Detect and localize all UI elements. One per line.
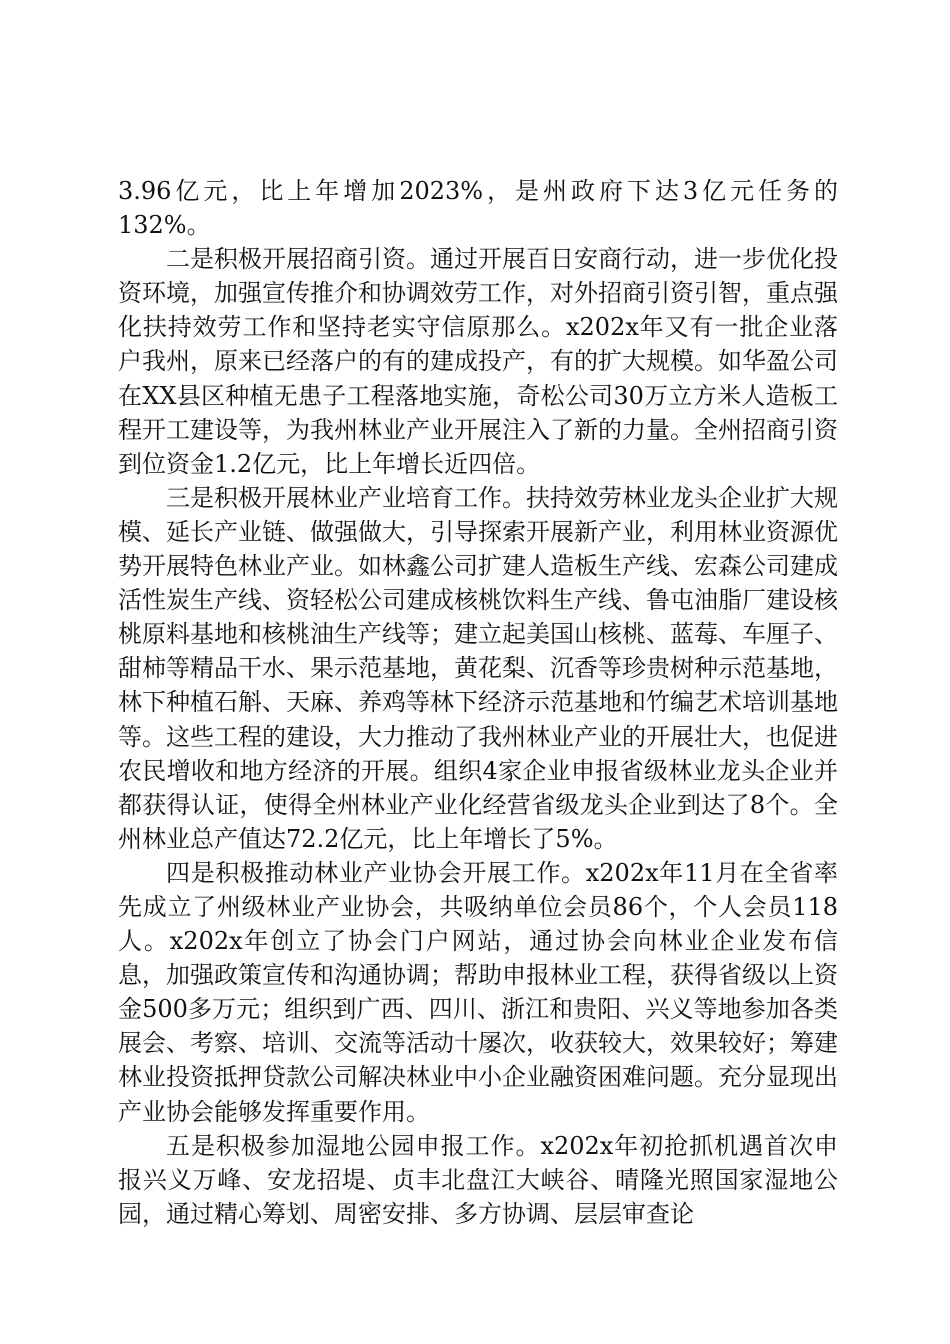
paragraph-4: 四是积极推动林业产业协会开展工作。x202x年11月在全省率先成立了州级林业产业协会，共吸纳单位会员86个，个人会员118人。x202x年创立了协会门户网站，通过协会向林业企业发布信息，加强政策宣传和沟通协调；帮助申报林业工程，获得省级以上资金500多万元；组织到广西、四川、浙江和贵阳、兴义等地参加各类展会、考察、培训、交流等活动十屡次，收获较大，效果较好；筹建林业投资抵押贷款公司解决林业中小企业融资困难问题。充分显现出产业协会能够发挥重要作用。 (118, 858, 838, 1126)
paragraph-2: 二是积极开展招商引资。通过开展百日安商行动，进一步优化投资环境，加强宣传推介和协调效劳工作，对外招商引资引智，重点强化扶持效劳工作和坚持老实守信原那么。x202x年又有一批企业落户我州，原来已经落户的有的建成投产，有的扩大规模。如华盈公司在XX县区种植无患子工程落地实施，奇松公司30万立方米人造板工程开工建设等，为我州林业产业开展注入了新的力量。全州招商引资到位资金1.2亿元，比上年增长近四倍。 (118, 245, 838, 478)
paragraph-5: 五是积极参加湿地公园申报工作。x202x年初抢抓机遇首次申报兴义万峰、安龙招堤、贞丰北盘江大峡谷、晴隆光照国家湿地公园，通过精心筹划、周密安排、多方协调、层层审查论 (118, 1131, 838, 1228)
paragraph-1: 3.96亿元，比上年增加2023%，是州政府下达3亿元任务的132%。 (118, 177, 838, 240)
paragraph-3: 三是积极开展林业产业培育工作。扶持效劳林业龙头企业扩大规模、延长产业链、做强做大，引导探索开展新产业，利用林业资源优势开展特色林业产业。如林鑫公司扩建人造板生产线、宏森公司建成活性炭生产线、资轻松公司建成核桃饮料生产线、鲁屯油脂厂建设核桃原料基地和核桃油生产线等；建立起美国山核桃、蓝莓、车厘子、甜柿等精品干水、果示范基地，黄花梨、沉香等珍贵树种示范基地，林下种植石斛、天麻、养鸡等林下经济示范基地和竹编艺术培训基地等。这些工程的建设，大力推动了我州林业产业的开展壮大，也促进农民增收和地方经济的开展。组织4家企业申报省级林业龙头企业并都获得认证，使得全州林业产业化经营省级龙头企业到达了8个。全州林业总产值达72.2亿元，比上年增长了5%。 (118, 483, 838, 853)
document-body (118, 174, 838, 1231)
